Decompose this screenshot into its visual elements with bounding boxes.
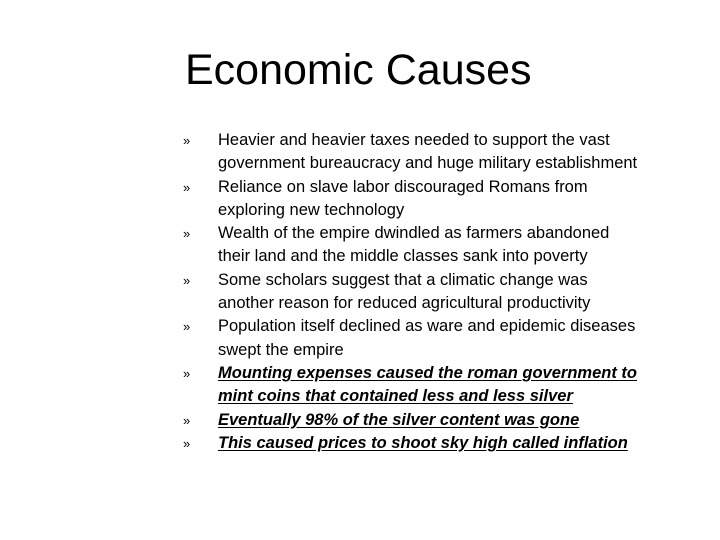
- bullet-marker: »: [183, 365, 191, 381]
- bullet-text: Wealth of the empire dwindled as farmers abandoned their land and the middle classes sank into poverty: [218, 224, 610, 266]
- bullet-item-climate: [183, 269, 703, 316]
- bullet-marker: »: [183, 412, 191, 428]
- bullet-item-taxes: [183, 129, 703, 176]
- bullet-item-population: [183, 315, 703, 362]
- slide-title: Economic Causes: [185, 46, 532, 94]
- bullet-marker: »: [183, 226, 191, 242]
- bullet-text: Reliance on slave labor discouraged Romans from exploring new technology: [218, 177, 588, 219]
- bullet-text: Population itself declined as ware and epidemic diseases swept the empire: [218, 317, 636, 359]
- bullet-marker: »: [183, 435, 191, 451]
- bullet-text: Mounting expenses caused the roman government to mint coins that contained less and less silver: [218, 363, 637, 406]
- bullet-item-expenses: [183, 362, 703, 409]
- bullet-text: Heavier and heavier taxes needed to support the vast government bureaucracy and huge military establishment: [218, 131, 638, 173]
- bullet-text: Eventually 98% of the silver content was gone: [218, 410, 580, 429]
- bullet-marker: »: [183, 319, 191, 335]
- bullet-marker: »: [183, 179, 191, 195]
- bullet-item-silver-content: [183, 409, 703, 432]
- bullet-item-slave-labor: [183, 176, 703, 223]
- bullet-item-wealth: [183, 222, 703, 269]
- bullet-text: Some scholars suggest that a climatic change was another reason for reduced agricultural productivity: [218, 270, 591, 313]
- bullet-marker: »: [183, 133, 191, 148]
- bullet-text: This caused prices to shoot sky high called inflation: [218, 433, 628, 452]
- bullet-marker: »: [183, 272, 191, 288]
- bullet-list: [183, 129, 703, 455]
- bullet-item-inflation: [183, 432, 703, 455]
